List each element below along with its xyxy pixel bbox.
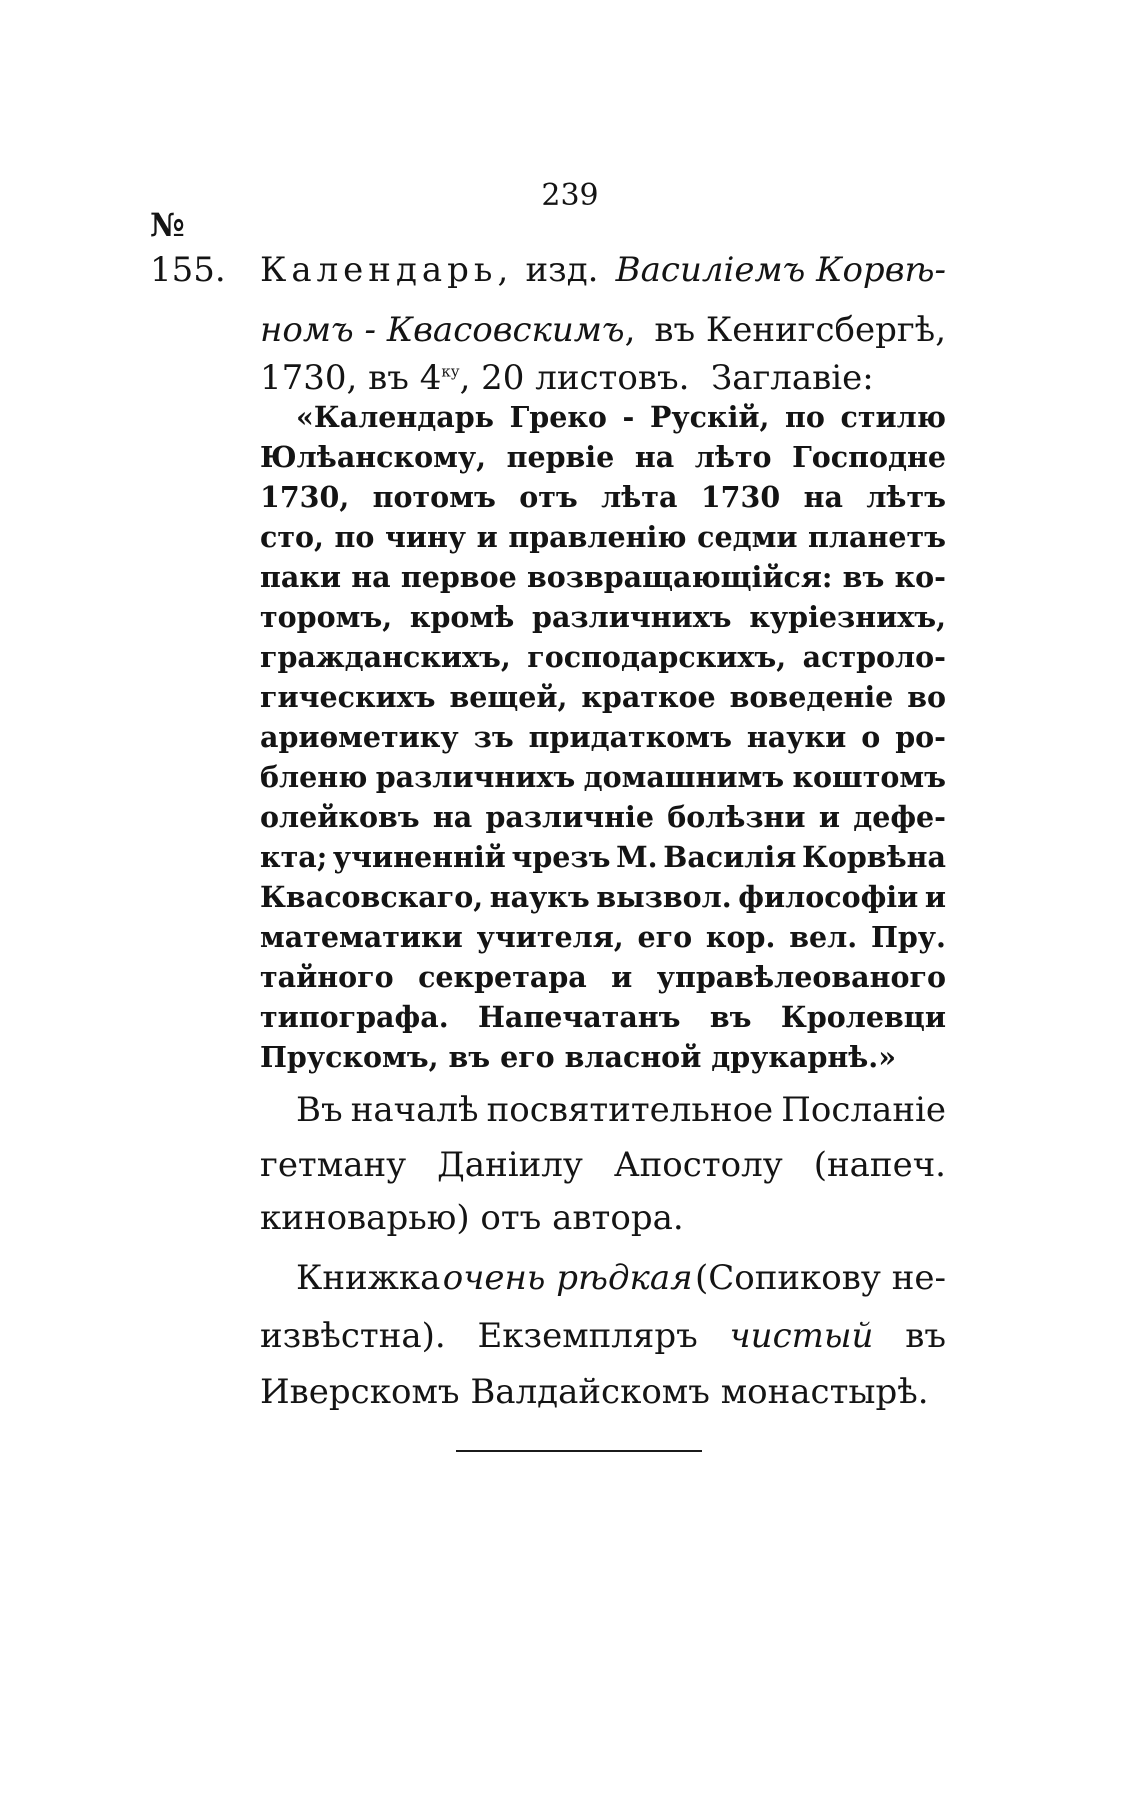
heading-place: въ Кенигсбергѣ	[654, 310, 936, 350]
word: отъ	[519, 480, 578, 514]
word: олейковъ	[260, 800, 420, 834]
word: «Календарь	[296, 400, 495, 434]
word: различніе	[485, 800, 654, 834]
word: Господне	[792, 440, 946, 474]
word: во	[907, 680, 946, 714]
word: на	[803, 480, 843, 514]
quote-text	[260, 880, 946, 914]
note-line	[296, 1090, 946, 1130]
note-line	[260, 1316, 946, 1356]
word: началѣ	[350, 1090, 479, 1130]
word: первіе	[506, 440, 615, 474]
note-line	[296, 1258, 946, 1298]
word: по	[785, 400, 825, 434]
word: чрезъ	[511, 840, 611, 874]
heading-line-3	[260, 358, 946, 398]
quote-line	[296, 400, 946, 434]
word: и	[476, 520, 498, 554]
quote-text	[260, 640, 946, 674]
word: ариѳметику	[260, 720, 459, 754]
note-text: Книжка	[296, 1258, 441, 1298]
quote-line	[260, 960, 946, 994]
quote-line	[260, 1000, 946, 1034]
word: стилю	[840, 400, 946, 434]
word: различнихъ	[375, 760, 576, 794]
word: Рускій,	[649, 400, 770, 434]
word: гетману	[260, 1145, 407, 1185]
word: лѣтъ	[866, 480, 946, 514]
word: паки	[260, 560, 342, 594]
word: секретара	[418, 960, 587, 994]
word: дефе-	[853, 800, 946, 834]
word: 1730,	[260, 480, 350, 514]
word: бленю	[260, 760, 368, 794]
word: седми	[697, 520, 798, 554]
note-line	[260, 1372, 946, 1412]
quote-line	[260, 520, 946, 554]
quote-text	[260, 840, 946, 874]
note-line	[260, 1198, 946, 1238]
word: ро-	[895, 720, 946, 754]
word: науки	[746, 720, 847, 754]
word: Въ	[296, 1090, 343, 1130]
note-italic: чистый	[729, 1316, 874, 1356]
word: различнихъ	[532, 600, 732, 634]
heading-comma: ,	[497, 250, 509, 290]
word: (напеч.	[813, 1145, 946, 1185]
note-text: извѣстна).	[260, 1316, 446, 1356]
word: Посланіе	[781, 1090, 946, 1130]
word: торомъ,	[260, 600, 393, 634]
word: лѣто	[694, 440, 772, 474]
quote-text	[260, 760, 946, 794]
word: вел.	[789, 920, 858, 954]
heading-comma: ,	[624, 310, 636, 350]
word: первое	[400, 560, 517, 594]
heading-line-2	[260, 310, 946, 350]
word: на	[634, 440, 675, 474]
word: придаткомъ	[528, 720, 732, 754]
word: сто,	[260, 520, 324, 554]
word: и	[818, 800, 840, 834]
quote-text	[260, 800, 946, 834]
word: кта;	[260, 840, 328, 874]
word: М.	[616, 840, 658, 874]
quote-line	[260, 760, 946, 794]
quote-text	[260, 960, 946, 994]
note-text: Екземпляръ	[477, 1316, 698, 1356]
word: чину	[384, 520, 467, 554]
word: математики	[260, 920, 463, 954]
word: 1730	[700, 480, 781, 514]
quote-line	[260, 560, 946, 594]
quote-line	[260, 480, 946, 514]
word: коштомъ	[792, 760, 946, 794]
page-number: 239	[541, 178, 599, 213]
word: учиненній	[332, 840, 506, 874]
quote-text	[260, 520, 946, 554]
quote-line	[260, 640, 946, 674]
quote-line	[260, 840, 946, 874]
note-text: киноварью) отъ автора.	[260, 1198, 684, 1238]
word: типографа.	[260, 1000, 449, 1034]
quote-text	[260, 560, 946, 594]
word: управѣлеованого	[656, 960, 946, 994]
quote-text	[260, 720, 946, 754]
word: на	[351, 560, 391, 594]
word: астроло-	[802, 640, 946, 674]
word: болѣзни	[667, 800, 806, 834]
word: и	[611, 960, 633, 994]
heading-comma: ,	[935, 310, 946, 350]
quote-text	[260, 440, 946, 474]
word: философіи	[738, 880, 919, 914]
word: Корвѣна	[801, 840, 946, 874]
word: на	[432, 800, 473, 834]
word: куріезнихъ,	[749, 600, 946, 634]
format-superscript: ку	[441, 362, 460, 381]
word: господарскихъ,	[527, 640, 787, 674]
quote-line	[260, 1040, 946, 1074]
word: -	[622, 400, 635, 434]
heading-publisher-label: изд.	[525, 250, 599, 290]
word: Юлѣанскому,	[260, 440, 487, 474]
note-text: въ	[905, 1316, 946, 1356]
word: кромѣ	[409, 600, 515, 634]
word: Апостолу	[613, 1145, 783, 1185]
word: его	[637, 920, 693, 954]
word: краткое	[581, 680, 716, 714]
word: вещей,	[449, 680, 568, 714]
heading-author-part1: Василіемъ Корвѣ-	[615, 250, 946, 290]
quote-line	[260, 880, 946, 914]
quote-line	[260, 600, 946, 634]
quote-line	[260, 680, 946, 714]
heading-book-type: Календарь	[260, 250, 498, 290]
word: въ	[842, 560, 885, 594]
word: наукъ	[489, 880, 590, 914]
word: по	[334, 520, 375, 554]
note-text	[296, 1090, 946, 1130]
entry-number: 155.	[150, 250, 226, 290]
heading-year-format: 1730, въ 4	[260, 358, 442, 398]
word: зъ	[473, 720, 514, 754]
word: въ	[709, 1000, 752, 1034]
quote-text	[260, 1000, 946, 1034]
word: Кролевци	[780, 1000, 946, 1034]
word: воведеніе	[729, 680, 894, 714]
word: лѣта	[601, 480, 678, 514]
quote-text	[260, 920, 946, 954]
word: Напечатанъ	[477, 1000, 681, 1034]
word: о	[861, 720, 881, 754]
word: Греко	[509, 400, 607, 434]
word: потомъ	[372, 480, 496, 514]
word: тайного	[260, 960, 394, 994]
word: гическихъ	[260, 680, 436, 714]
word: правленію	[508, 520, 687, 554]
word: Василія	[663, 840, 797, 874]
word: учителя,	[476, 920, 624, 954]
word: кор.	[705, 920, 776, 954]
word: Пру.	[870, 920, 946, 954]
quote-text: Прускомъ, въ его власной друкарнѣ.»	[260, 1040, 897, 1074]
quote-line	[260, 440, 946, 474]
note-text: (Сопикову не-	[694, 1258, 946, 1298]
heading-leaves-title: , 20 листовъ. Заглавіе:	[459, 358, 874, 398]
word: Даніилу	[437, 1145, 583, 1185]
numero-sign: №	[150, 206, 185, 244]
word: Квасовскаго,	[260, 880, 484, 914]
note-text: Иверскомъ Валдайскомъ монастырѣ.	[260, 1372, 929, 1412]
word: гражданскихъ,	[260, 640, 511, 674]
word: домашнимъ	[583, 760, 785, 794]
heading-author-part2: номъ - Квасовскимъ	[260, 310, 625, 350]
word: и	[924, 880, 946, 914]
note-line	[260, 1145, 946, 1185]
note-italic: очень рѣдкая	[442, 1258, 693, 1298]
quote-text	[260, 600, 946, 634]
quote-text	[260, 480, 946, 514]
note-text	[260, 1145, 946, 1185]
quote-line	[260, 720, 946, 754]
quote-line	[260, 920, 946, 954]
word: вызвол.	[596, 880, 732, 914]
quote-text	[260, 680, 946, 714]
heading-line-1	[260, 250, 946, 290]
word: посвятительное	[486, 1090, 774, 1130]
quote-text	[296, 400, 946, 434]
quote-line	[260, 800, 946, 834]
word: планетъ	[808, 520, 946, 554]
section-divider	[456, 1450, 702, 1452]
word: возвращающійся:	[526, 560, 833, 594]
word: ко-	[894, 560, 946, 594]
